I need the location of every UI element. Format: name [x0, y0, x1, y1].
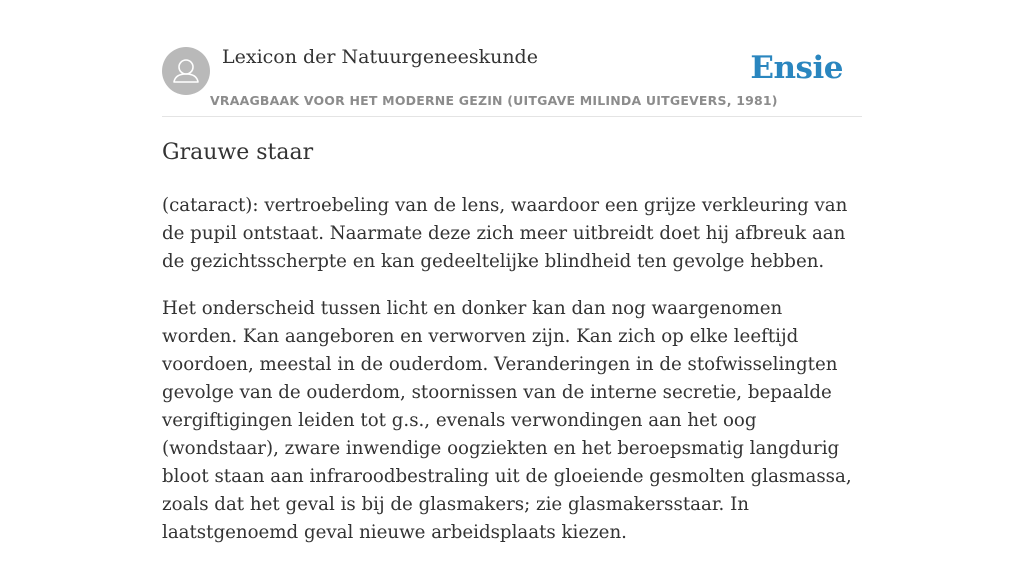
page	[162, 0, 862, 543]
entry-body	[162, 192, 862, 566]
entry-paragraph: (cataract): vertroebeling van de lens, waardoor een grijze verkleuring van de pupil ontstaat. Naarmate deze zich meer uitbreidt doet hij afbreuk aan de gezichtsscherpte en kan gedeeltelijke blindheid ten gevolge hebben.	[162, 195, 848, 272]
brand-logo[interactable]: Ensie	[750, 50, 843, 86]
dictionary-header	[162, 0, 862, 117]
entry-title: Grauwe staar	[162, 140, 314, 165]
dictionary-title[interactable]: Lexicon der Natuurgeneeskunde	[222, 46, 538, 68]
entry-paragraph: Het onderscheid tussen licht en donker kan dan nog waargenomen worden. Kan aangeboren en verworven zijn. Kan zich op elke leeftijd voordoen, meestal in de ouderdom. Veranderingen in de stofwisselingten gevolge van de ouderdom, stoornissen van de interne secretie, bepaalde vergiftigingen leiden tot g.s., evenals verwondingen aan het oog (wondstaar), zware inwendige oogziekten en het beroepsmatig langdurig bloot staan aan infraroodbestraling uit de gloeiende gesmolten glasmassa, zoals dat het geval is bij de glasmakers; zie glasmakersstaar. In laatstgenoemd geval nieuwe arbeidsplaats kiezen.	[162, 298, 852, 543]
dictionary-subtitle: VRAAGBAAK VOOR HET MODERNE GEZIN (UITGAVE MILINDA UITGEVERS, 1981)	[210, 93, 778, 108]
user-silhouette-icon[interactable]	[162, 47, 210, 95]
